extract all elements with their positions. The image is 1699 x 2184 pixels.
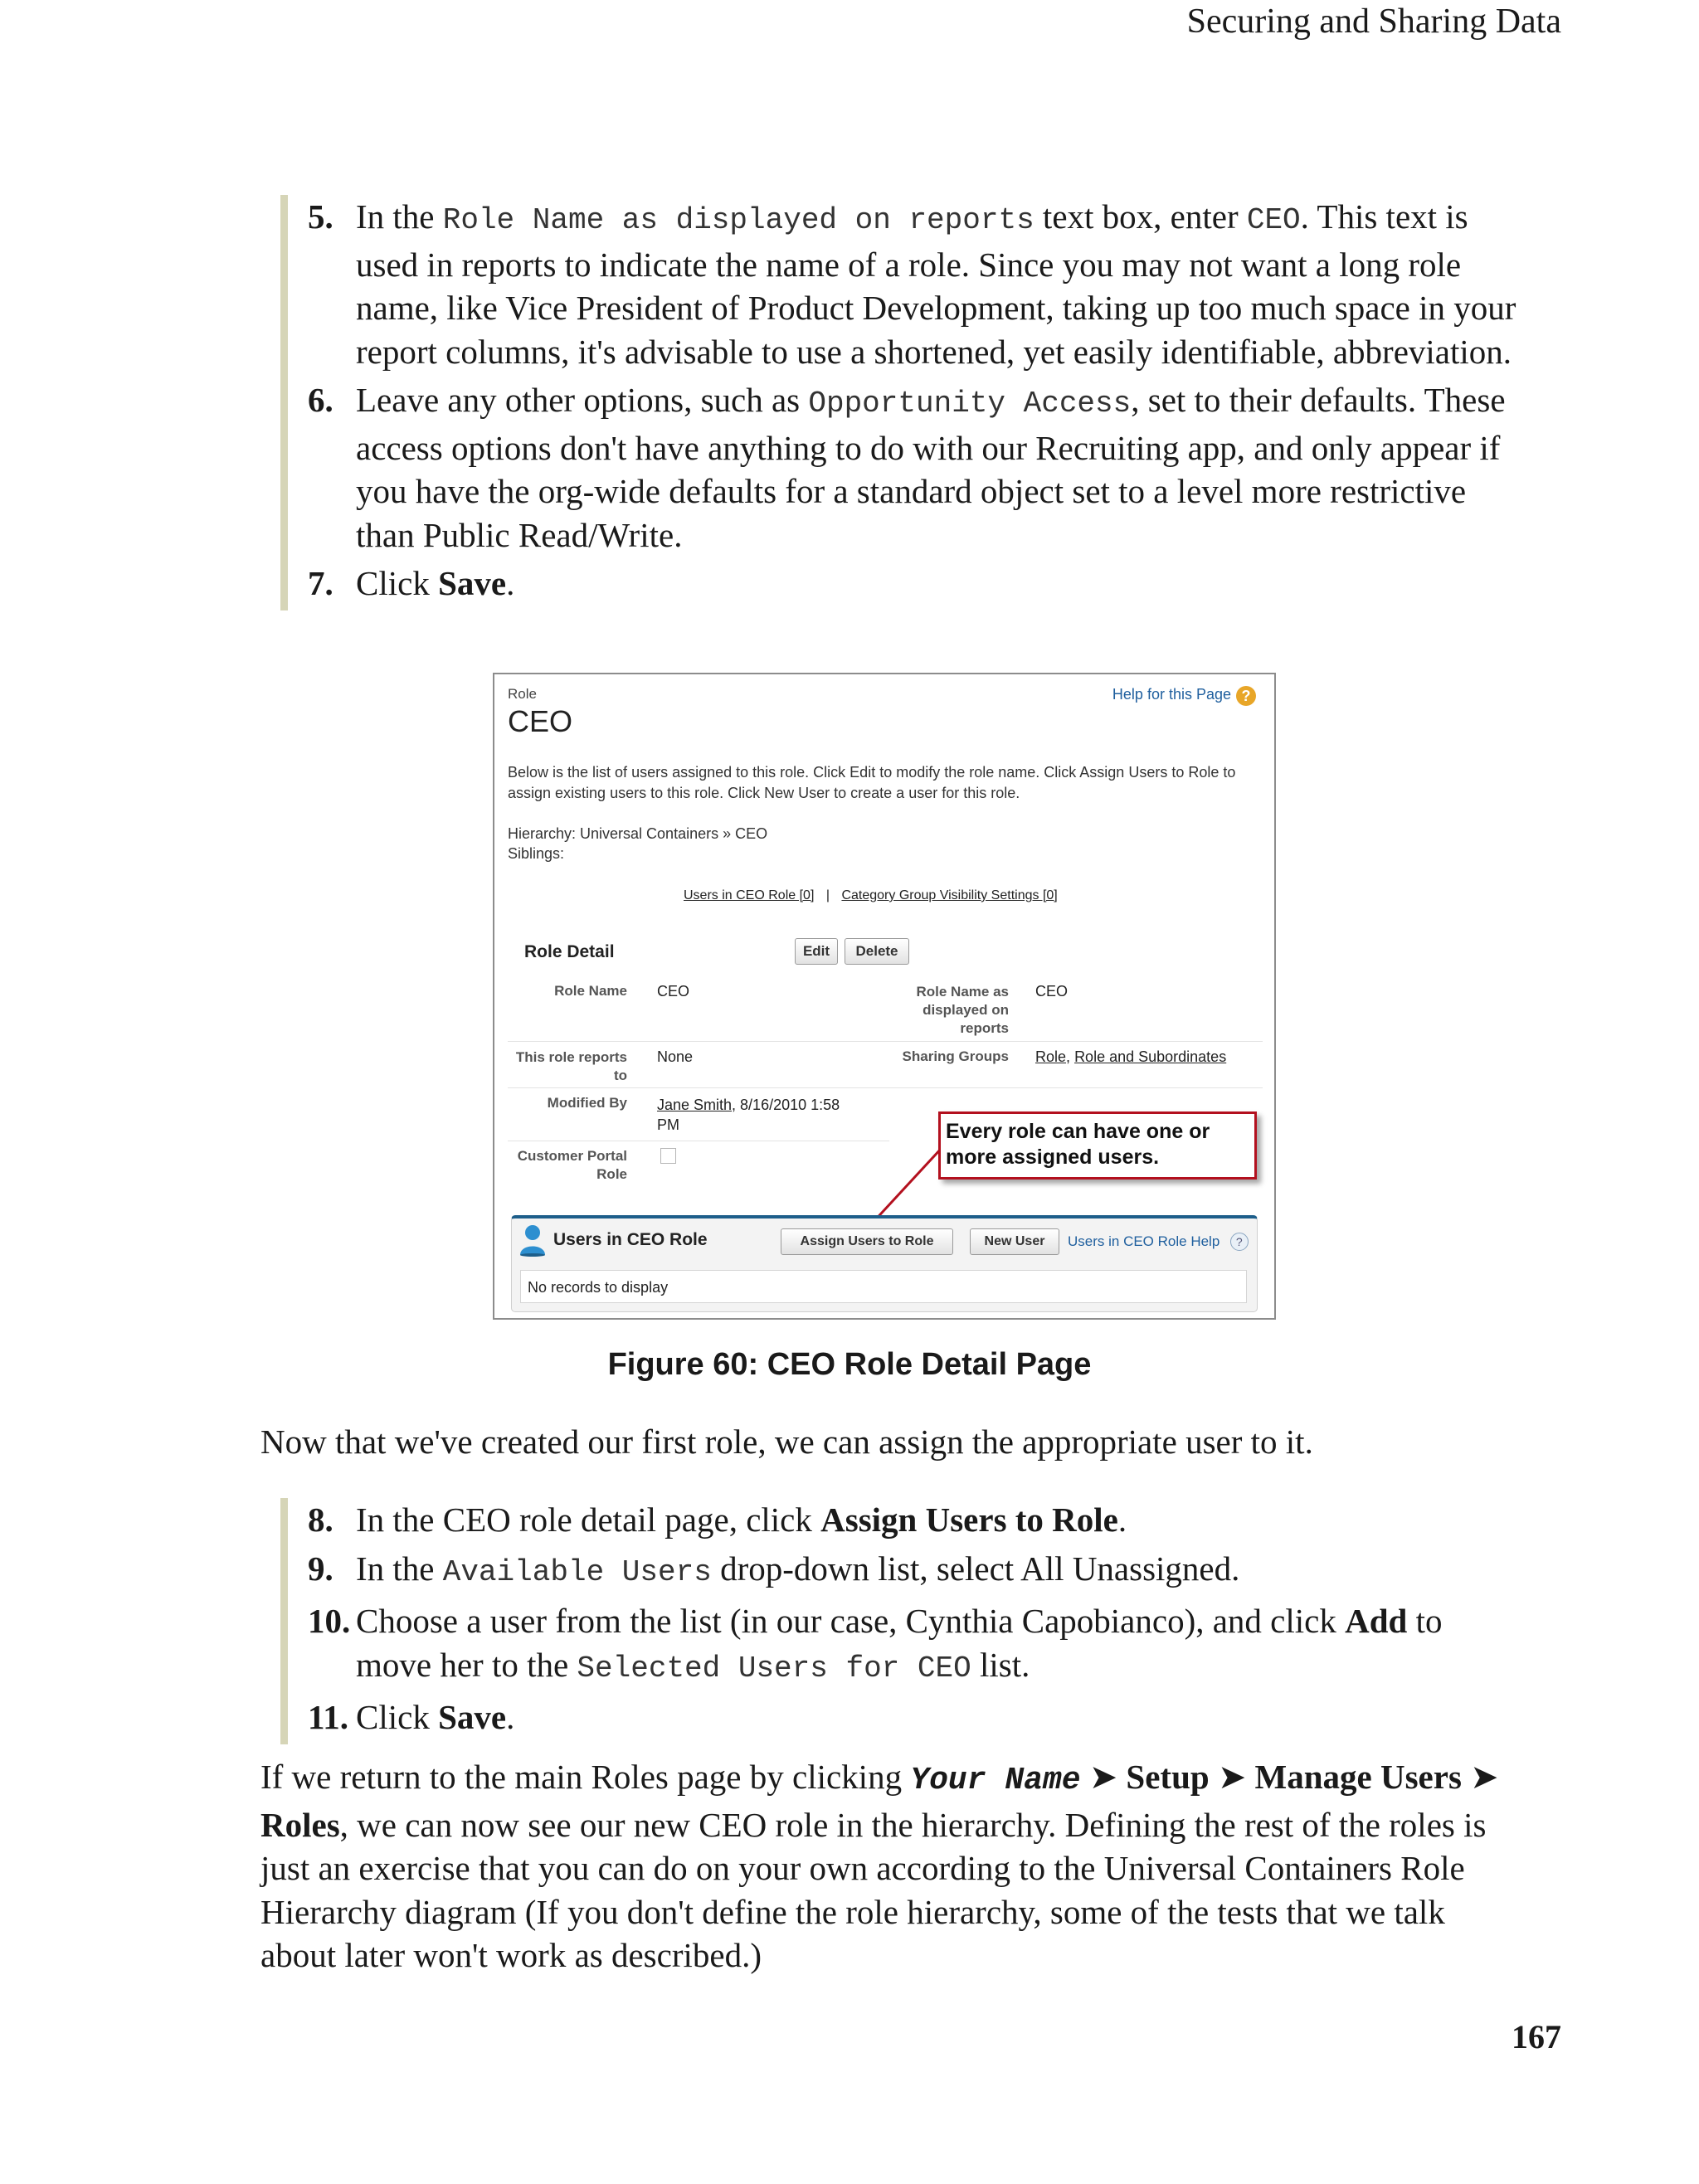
role-name-value: CEO — [657, 983, 690, 1000]
text: Click — [356, 564, 439, 602]
text: In the — [356, 1549, 443, 1588]
breadcrumb: Role — [508, 686, 537, 702]
text: . — [1117, 1501, 1127, 1539]
text: , we can now see our new CEO role in the hierarchy. Defining the rest of the roles is just an exercise that you can do on your own according to the Universal Containers Role Hierarchy diagram (If you don't define the role hierarchy, some of the tests that we talk about later won't work as described.) — [260, 1805, 1487, 1974]
no-records-message: No records to display — [520, 1270, 1247, 1303]
text: drop-down list, select All Unassigned. — [711, 1549, 1240, 1588]
text: text box, enter — [1034, 197, 1247, 236]
page-number: 167 — [1512, 2018, 1561, 2055]
text: Click — [356, 1698, 439, 1736]
step-number: 6. — [308, 381, 333, 419]
delete-button[interactable]: Delete — [845, 938, 909, 965]
code-text: CEO — [1246, 203, 1301, 237]
modified-date: , 8/16/2010 1:58 PM — [657, 1097, 840, 1133]
users-help-link[interactable]: Users in CEO Role Help — [1068, 1233, 1220, 1249]
siblings: Siblings: — [508, 845, 565, 862]
step-item — [308, 562, 1519, 606]
users-in-role-panel — [511, 1215, 1258, 1312]
running-head: Securing and Sharing Data — [1186, 2, 1561, 41]
description: Below is the list of users assigned to this role. Click Edit to modify the role name. Click Assign Users to Role to assign existing users to this role. Click New User to create a user for this role. — [508, 764, 1236, 801]
modified-by-user-link[interactable]: Jane Smith — [657, 1097, 733, 1113]
text: to move her to the — [356, 1602, 1443, 1684]
paragraph: Now that we've created our first role, we can assign the appropriate user to it. — [260, 1423, 1313, 1461]
bold-text: Add — [1345, 1602, 1408, 1640]
page-title: CEO — [508, 704, 573, 738]
users-in-role-link[interactable]: Users in CEO Role [0] — [684, 888, 815, 902]
sharing-subordinates-link[interactable]: Role and Subordinates — [1074, 1048, 1227, 1065]
hierarchy: Hierarchy: Universal Containers » CEO — [508, 825, 768, 842]
sharing-groups-label: Sharing Groups — [902, 1048, 1009, 1064]
step-text — [356, 562, 1519, 606]
assign-users-button[interactable]: Assign Users to Role — [781, 1228, 953, 1255]
new-user-button[interactable]: New User — [970, 1228, 1059, 1255]
arrow-glyph: ➤ — [1209, 1758, 1255, 1796]
reports-to-label: This role reports to — [515, 1049, 627, 1083]
step-item — [308, 195, 1519, 373]
bold-text: Save — [438, 1698, 507, 1736]
callout-note: Every role can have one or more assigned users. — [938, 1111, 1257, 1180]
role-name-reports-label: Role Name as displayed on reports — [916, 984, 1009, 1036]
separator: , — [1066, 1048, 1071, 1065]
arrow-glyph: ➤ — [1080, 1758, 1127, 1796]
text: . — [506, 1698, 515, 1736]
code-text: Your Name — [910, 1763, 1081, 1798]
paragraph — [260, 1755, 1521, 1977]
question-circle-icon[interactable]: ? — [1236, 686, 1256, 706]
step-number: 9. — [308, 1549, 333, 1588]
role-name-reports-value: CEO — [1035, 983, 1069, 1000]
question-icon[interactable]: ? — [1230, 1233, 1249, 1251]
bold-text: Manage Users — [1254, 1758, 1462, 1796]
step-number: 8. — [308, 1501, 333, 1539]
step-text — [356, 378, 1519, 557]
figure-caption: Figure 60: CEO Role Detail Page — [607, 1347, 1092, 1382]
code-text: Available Users — [442, 1554, 712, 1589]
text: In the — [356, 197, 443, 236]
step-item — [308, 1498, 1519, 1542]
step-item — [308, 378, 1519, 557]
steps-list — [280, 195, 1519, 610]
step-text — [356, 195, 1519, 373]
text: list. — [971, 1645, 1030, 1684]
section-title: Role Detail — [524, 942, 615, 961]
step-item — [308, 1695, 1519, 1739]
users-help[interactable] — [1068, 1233, 1249, 1251]
edit-button[interactable]: Edit — [795, 938, 838, 965]
bold-text: Save — [438, 564, 507, 602]
link-separator: | — [825, 888, 830, 902]
steps-list — [280, 1498, 1519, 1744]
text: , set to their defaults. These access options don't have anything to do with our Recruiting app, and only appear if you have the org-wide defaults for a standard object set to a level more restrictive than Public Read/Write. — [356, 381, 1506, 554]
bold-text: Assign Users to Role — [820, 1501, 1118, 1539]
text: . This text is used in reports to indicate the name of a role. Since you may not want a long role name, like Vice President of Product Development, taking up too much space in your report columns, it's advisable to use a shortened, yet easily identifiable, abbreviation. — [356, 197, 1516, 371]
step-number: 10. — [308, 1602, 351, 1640]
text: Leave any other options, such as — [356, 381, 809, 419]
users-panel-title: Users in CEO Role — [553, 1230, 708, 1249]
sharing-role-link[interactable]: Role — [1035, 1048, 1067, 1065]
role-name-label: Role Name — [554, 983, 627, 999]
step-text — [356, 1498, 1519, 1542]
step-text — [356, 1547, 1519, 1595]
modified-by-label: Modified By — [547, 1095, 627, 1111]
step-item — [308, 1599, 1519, 1690]
step-text — [356, 1599, 1519, 1690]
user-icon — [518, 1223, 547, 1257]
bold-text: Setup — [1126, 1758, 1210, 1796]
customer-portal-label: Customer Portal Role — [517, 1148, 627, 1182]
step-text — [356, 1695, 1519, 1739]
text: Choose a user from the list (in our case, Cynthia Capobianco), and click — [356, 1602, 1346, 1640]
step-number: 7. — [308, 564, 333, 602]
arrow-line — [872, 1147, 942, 1223]
category-visibility-link[interactable]: Category Group Visibility Settings [0] — [841, 888, 1058, 902]
text: In the CEO role detail page, click — [356, 1501, 821, 1539]
arrow-glyph: ➤ — [1461, 1758, 1499, 1796]
code-text: Selected Users for CEO — [577, 1651, 971, 1685]
bold-text: Roles — [260, 1805, 340, 1844]
help-link[interactable]: Help for this Page — [1112, 686, 1231, 703]
code-text: Opportunity Access — [808, 387, 1132, 421]
code-text: Role Name as displayed on reports — [442, 203, 1034, 237]
text: If we return to the main Roles page by clicking — [260, 1758, 911, 1796]
role-detail-screenshot — [493, 673, 1276, 1320]
step-number: 11. — [308, 1698, 348, 1736]
reports-to-value: None — [657, 1048, 694, 1065]
step-number: 5. — [308, 197, 333, 236]
text: . — [506, 564, 515, 602]
step-item — [308, 1547, 1519, 1595]
